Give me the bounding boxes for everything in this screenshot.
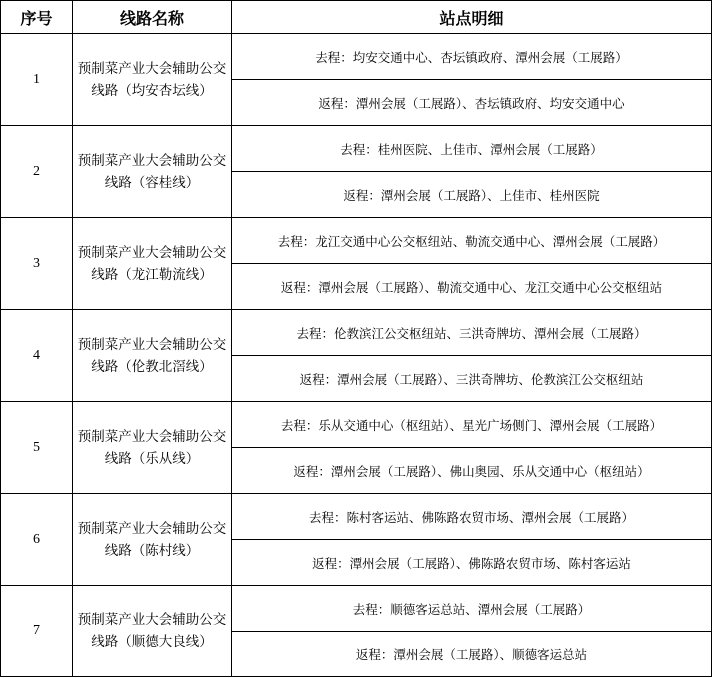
header-row [1,1,712,34]
route-outbound: 去程：顺德客运总站、潭州会展（工展路） [232,586,712,632]
route-seq: 1 [1,34,73,126]
route-inbound: 返程：潭州会展（工展路）、三洪奇牌坊、伦教滨江公交枢纽站 [232,356,712,402]
table-row [1,402,712,448]
route-outbound: 去程：龙江交通中心公交枢纽站、勒流交通中心、潭州会展（工展路） [232,218,712,264]
route-outbound: 去程：均安交通中心、杏坛镇政府、潭州会展（工展路） [232,34,712,80]
route-outbound: 去程：乐从交通中心（枢纽站）、星光广场侧门、潭州会展（工展路） [232,402,712,448]
route-name: 预制菜产业大会辅助公交线路（容桂线） [73,126,232,218]
route-inbound: 返程：潭州会展（工展路）、佛山奥园、乐从交通中心（枢纽站） [232,448,712,494]
route-name: 预制菜产业大会辅助公交线路（乐从线） [73,402,232,494]
table-row [1,586,712,632]
table-row [1,218,712,264]
route-outbound: 去程：伦教滨江公交枢纽站、三洪奇牌坊、潭州会展（工展路） [232,310,712,356]
route-seq: 7 [1,586,73,677]
route-seq: 5 [1,402,73,494]
header-route-name: 线路名称 [73,1,232,34]
route-seq: 2 [1,126,73,218]
route-seq: 6 [1,494,73,586]
route-outbound: 去程：桂州医院、上佳市、潭州会展（工展路） [232,126,712,172]
route-inbound: 返程：潭州会展（工展路）、勒流交通中心、龙江交通中心公交枢纽站 [232,264,712,310]
route-seq: 4 [1,310,73,402]
route-inbound: 返程：潭州会展（工展路）、佛陈路农贸市场、陈村客运站 [232,540,712,586]
route-outbound: 去程：陈村客运站、佛陈路农贸市场、潭州会展（工展路） [232,494,712,540]
header-seq: 序号 [1,1,73,34]
route-seq: 3 [1,218,73,310]
table-row [1,494,712,540]
route-name: 预制菜产业大会辅助公交线路（龙江勒流线） [73,218,232,310]
route-name: 预制菜产业大会辅助公交线路（顺德大良线） [73,586,232,677]
route-name: 预制菜产业大会辅助公交线路（均安杏坛线） [73,34,232,126]
route-name: 预制菜产业大会辅助公交线路（陈村线） [73,494,232,586]
route-inbound: 返程：潭州会展（工展路）、上佳市、桂州医院 [232,172,712,218]
route-name: 预制菜产业大会辅助公交线路（伦教北滘线） [73,310,232,402]
header-stop-details: 站点明细 [232,1,712,34]
route-inbound: 返程：潭州会展（工展路）、杏坛镇政府、均安交通中心 [232,80,712,126]
route-inbound: 返程：潭州会展（工展路）、顺德客运总站 [232,632,712,677]
table-row [1,126,712,172]
table-row [1,34,712,80]
table-row [1,310,712,356]
